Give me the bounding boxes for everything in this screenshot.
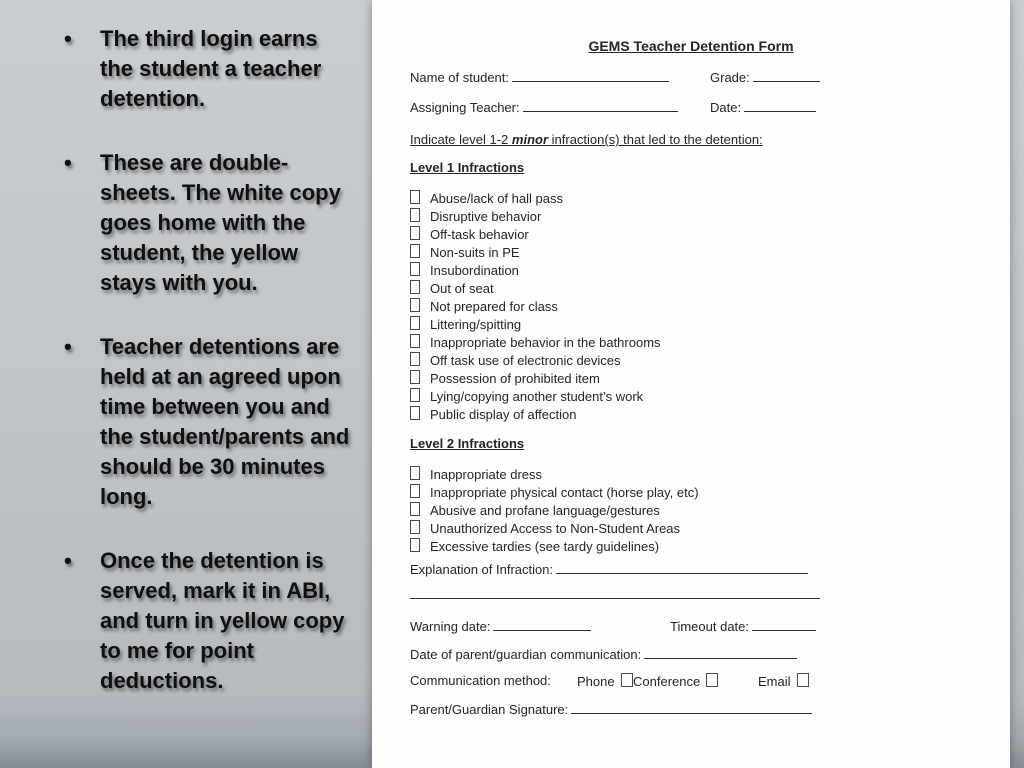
checkbox-icon — [410, 466, 420, 480]
timeout-date-label: Timeout date: — [670, 619, 750, 634]
signature-label: Parent/Guardian Signature: — [410, 702, 569, 717]
bullet-icon: • — [64, 150, 72, 175]
teacher-date-row — [410, 100, 824, 116]
infraction-label: Off task use of electronic devices — [430, 353, 621, 368]
infraction-label: Inappropriate behavior in the bathrooms — [430, 335, 661, 350]
checkbox-icon — [410, 502, 420, 516]
infraction-item — [410, 502, 824, 520]
bullet-text: The third login earns the student a teacher detention. — [100, 26, 322, 111]
bullet-icon: • — [64, 548, 72, 573]
parent-communication-row — [410, 647, 824, 663]
indicate-instruction — [410, 132, 824, 148]
explanation-blank-line — [556, 562, 808, 574]
bullet-item — [64, 24, 356, 114]
infraction-item — [410, 520, 824, 538]
infraction-item — [410, 244, 824, 262]
date-blank-line — [744, 100, 816, 112]
infraction-item — [410, 406, 824, 424]
grade-label: Grade: — [710, 70, 750, 85]
email-checkbox-icon — [797, 673, 809, 687]
checkbox-icon — [410, 388, 420, 402]
infraction-item — [410, 466, 824, 484]
checkbox-icon — [410, 316, 420, 330]
level1-infraction-list — [410, 190, 824, 424]
checkbox-icon — [410, 208, 420, 222]
infraction-item — [410, 388, 824, 406]
level2-infraction-list — [410, 466, 824, 556]
infraction-item — [410, 262, 824, 280]
phone-option-label: Phone — [577, 674, 615, 689]
email-option-label: Email — [758, 674, 791, 689]
bullet-text: Once the detention is served, mark it in ABI, and turn in yellow copy to me for point deductions. — [100, 548, 345, 693]
communication-method-row — [410, 673, 824, 689]
date-label: Date: — [710, 100, 742, 115]
bullet-text: These are double-sheets. The white copy goes home with the student, the yellow stays with you. — [100, 150, 341, 295]
infraction-label: Abuse/lack of hall pass — [430, 191, 563, 206]
checkbox-icon — [410, 484, 420, 498]
warning-timeout-row — [410, 619, 824, 635]
checkbox-icon — [410, 370, 420, 384]
checkbox-icon — [410, 280, 420, 294]
name-grade-row — [410, 70, 824, 86]
warning-date-label: Warning date: — [410, 619, 491, 634]
detention-form-page — [372, 0, 1010, 768]
name-blank-line — [512, 70, 669, 82]
infraction-label: Non-suits in PE — [430, 245, 520, 260]
infraction-label: Inappropriate dress — [430, 467, 543, 482]
communication-method-label: Communication method: — [410, 673, 551, 688]
parent-communication-blank-line — [644, 647, 797, 659]
explanation-blank-line-2 — [410, 598, 820, 599]
infraction-item — [410, 190, 824, 208]
checkbox-icon — [410, 406, 420, 420]
indicate-post: infraction(s) that led to the detention: — [548, 132, 763, 147]
infraction-item — [410, 538, 824, 556]
infraction-label: Out of seat — [430, 281, 494, 296]
level1-heading: Level 1 Infractions — [410, 160, 525, 175]
conference-checkbox-icon — [706, 673, 718, 687]
infraction-item — [410, 280, 824, 298]
indicate-minor: minor — [511, 132, 549, 147]
checkbox-icon — [410, 190, 420, 204]
phone-checkbox-icon — [621, 673, 633, 687]
infraction-item — [410, 208, 824, 226]
bullet-item — [64, 546, 356, 696]
checkbox-icon — [410, 298, 420, 312]
bullet-icon: • — [64, 334, 72, 359]
explanation-label: Explanation of Infraction: — [410, 562, 554, 577]
conference-option-label: Conference — [633, 674, 701, 689]
signature-blank-line — [571, 702, 812, 714]
infraction-label: Disruptive behavior — [430, 209, 542, 224]
checkbox-icon — [410, 538, 420, 552]
infraction-label: Littering/spitting — [430, 317, 522, 332]
bullet-text: Teacher detentions are held at an agreed upon time between you and the student/parents and should be 30 minutes long. — [100, 334, 350, 509]
infraction-label: Insubordination — [430, 263, 519, 278]
bullet-list — [64, 24, 356, 730]
checkbox-icon — [410, 226, 420, 240]
bullet-icon: • — [64, 26, 72, 51]
assigning-teacher-label: Assigning Teacher: — [410, 100, 520, 115]
form-content — [410, 70, 824, 718]
indicate-pre: Indicate level 1-2 — [410, 132, 512, 147]
teacher-blank-line — [523, 100, 678, 112]
checkbox-icon — [410, 334, 420, 348]
infraction-label: Possession of prohibited item — [430, 371, 600, 386]
bullet-item — [64, 148, 356, 298]
bullet-item — [64, 332, 356, 512]
infraction-label: Abusive and profane language/gestures — [430, 503, 660, 518]
form-title: GEMS Teacher Detention Form — [588, 38, 794, 54]
infraction-label: Not prepared for class — [430, 299, 558, 314]
infraction-item — [410, 484, 824, 502]
infraction-item — [410, 352, 824, 370]
infraction-label: Lying/copying another student’s work — [430, 389, 644, 404]
infraction-item — [410, 316, 824, 334]
timeout-blank-line — [752, 619, 816, 631]
checkbox-icon — [410, 520, 420, 534]
infraction-item — [410, 226, 824, 244]
explanation-row — [410, 562, 824, 578]
infraction-item — [410, 370, 824, 388]
infraction-label: Off-task behavior — [430, 227, 529, 242]
signature-row — [410, 702, 824, 718]
infraction-item — [410, 334, 824, 352]
infraction-item — [410, 298, 824, 316]
infraction-label: Public display of affection — [430, 407, 577, 422]
checkbox-icon — [410, 262, 420, 276]
level2-heading: Level 2 Infractions — [410, 436, 525, 451]
infraction-label: Inappropriate physical contact (horse play, etc) — [430, 485, 699, 500]
checkbox-icon — [410, 244, 420, 258]
infraction-label: Unauthorized Access to Non-Student Areas — [430, 521, 681, 536]
checkbox-icon — [410, 352, 420, 366]
grade-blank-line — [753, 70, 820, 82]
warning-blank-line — [493, 619, 591, 631]
parent-communication-label: Date of parent/guardian communication: — [410, 647, 642, 662]
infraction-label: Excessive tardies (see tardy guidelines) — [430, 539, 660, 554]
name-of-student-label: Name of student: — [410, 70, 509, 85]
